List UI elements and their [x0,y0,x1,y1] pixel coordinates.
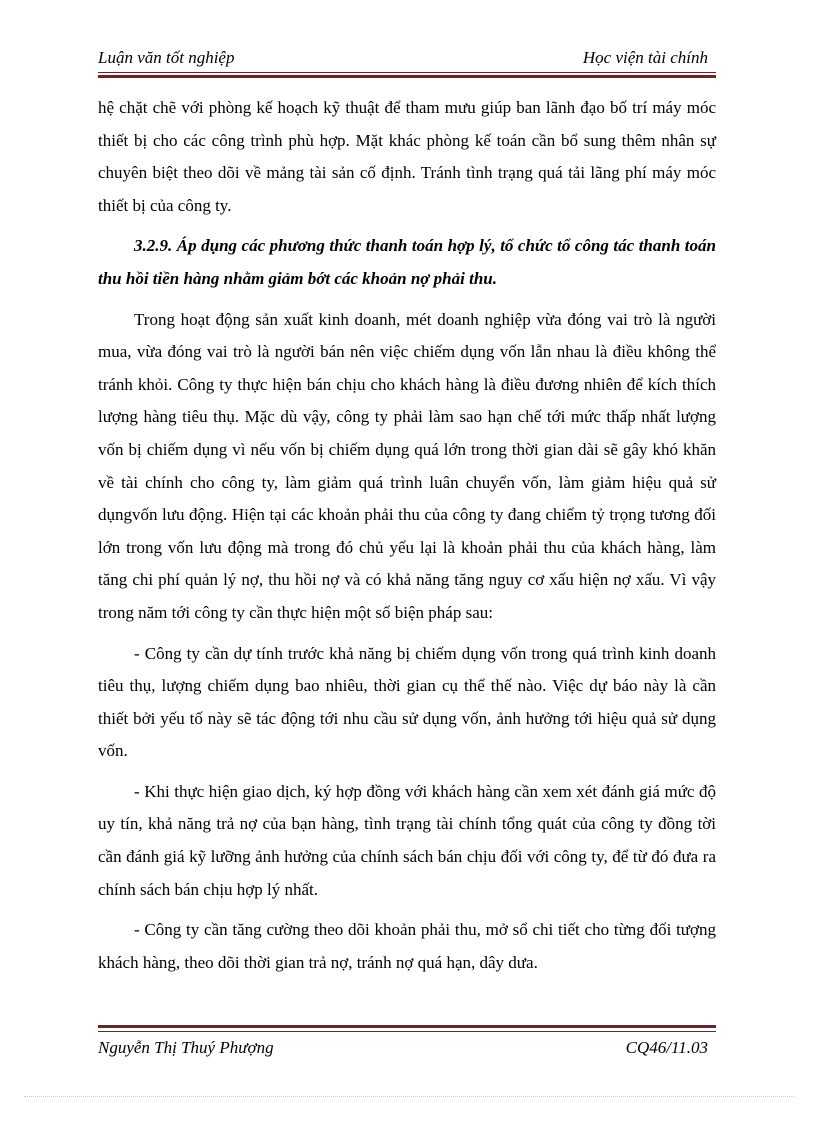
header-thesis-label: Luận văn tốt nghiệp [98,48,235,67]
page-bottom-dotted-line [24,1096,794,1097]
section-heading: 3.2.9. Áp dụng các phương thức thanh toán hợp lý, tổ chức tổ công tác thanh toán thu hồi tiền hàng nhằm giảm bớt các khoản nợ phải thu. [98,236,716,288]
footer-divider-thick [98,1025,716,1028]
footer-author-name: Nguyễn Thị Thuý Phượng [98,1038,274,1057]
page-footer [98,1038,716,1060]
page-header [98,48,716,70]
paragraph-measure-3: - Công ty cần tăng cường theo dõi khoản phải thu, mở sổ chi tiết cho từng đối tượng khách hàng, theo dõi thời gian trả nợ, tránh nợ quá hạn, dây dưa. [98,920,716,972]
footer-class-code: CQ46/11.03 [625,1038,708,1057]
footer-divider-thin [98,1031,716,1032]
paragraph-measure-1: - Công ty cần dự tính trước khả năng bị chiếm dụng vốn trong quá trình kinh doanh tiêu thụ, lượng chiếm dụng bao nhiêu, thời gian cụ thể thế nào. Việc dự báo này là cần thiết bởi yếu tố này sẽ tác động tới nhu cầu sử dụng vốn, ảnh hưởng tới hiệu quả sử dụng vốn. [98,643,716,761]
paragraph-measure-2: - Khi thực hiện giao dịch, ký hợp đồng với khách hàng cần xem xét đánh giá mức độ uy tín, khả năng trả nợ của bạn hàng, tình trạng tài chính tổng quát của công ty đồng tời cần đánh giá kỹ lưỡng ảnh hưởng của chính sách bán chịu đối với công ty, để từ đó đưa ra chính sách bán chịu hợp lý nhất. [98,781,716,899]
page-body [98,92,716,979]
header-divider-thick [98,75,716,78]
paragraph-intro: Trong hoạt động sản xuất kinh doanh, mét doanh nghiệp vừa đóng vai trò là người mua, vừa đóng vai trò là người bán nên việc chiếm dụng vốn lẫn nhau là điều không thể tránh khỏi. Công ty thực hiện bán chịu cho khách hàng là điều đương nhiên để kích thích lượng hàng tiêu thụ. Mặc dù vậy, công ty phải làm sao hạn chế tới mức thấp nhất lượng vốn bị chiếm dụng vì nếu vốn bị chiếm dụng quá lớn trong thời gian dài sẽ gây khó khăn về tài chính cho công ty, làm giảm quá trình luân chuyển vốn, làm giảm hiệu quả sử dụngvốn lưu động. Hiện tại các khoản phải thu của công ty đang chiếm tỷ trọng tương đối lớn trong vốn lưu động mà trong đó chủ yếu lại là khoản phải thu của khách hàng, làm tăng chi phí quản lý nợ, thu hồi nợ và có khả năng tăng nguy cơ xấu hiện nợ xấu. Vì vậy trong năm tới công ty cần thực hiện một số biện pháp sau: [98,309,716,622]
header-institution-label: Học viện tài chính [582,48,708,67]
paragraph-continued: hệ chặt chẽ với phòng kế hoạch kỹ thuật để tham mưu giúp ban lãnh đạo bố trí máy móc thiết bị cho các công trình phù hợp. Mặt khác phòng kế toán cần bổ sung thêm nhân sự chuyên biệt theo dõi về mảng tài sản cố định. Tránh tình trạng quá tải lãng phí máy móc thiết bị của công ty. [98,98,716,215]
header-divider-thin [98,72,716,73]
